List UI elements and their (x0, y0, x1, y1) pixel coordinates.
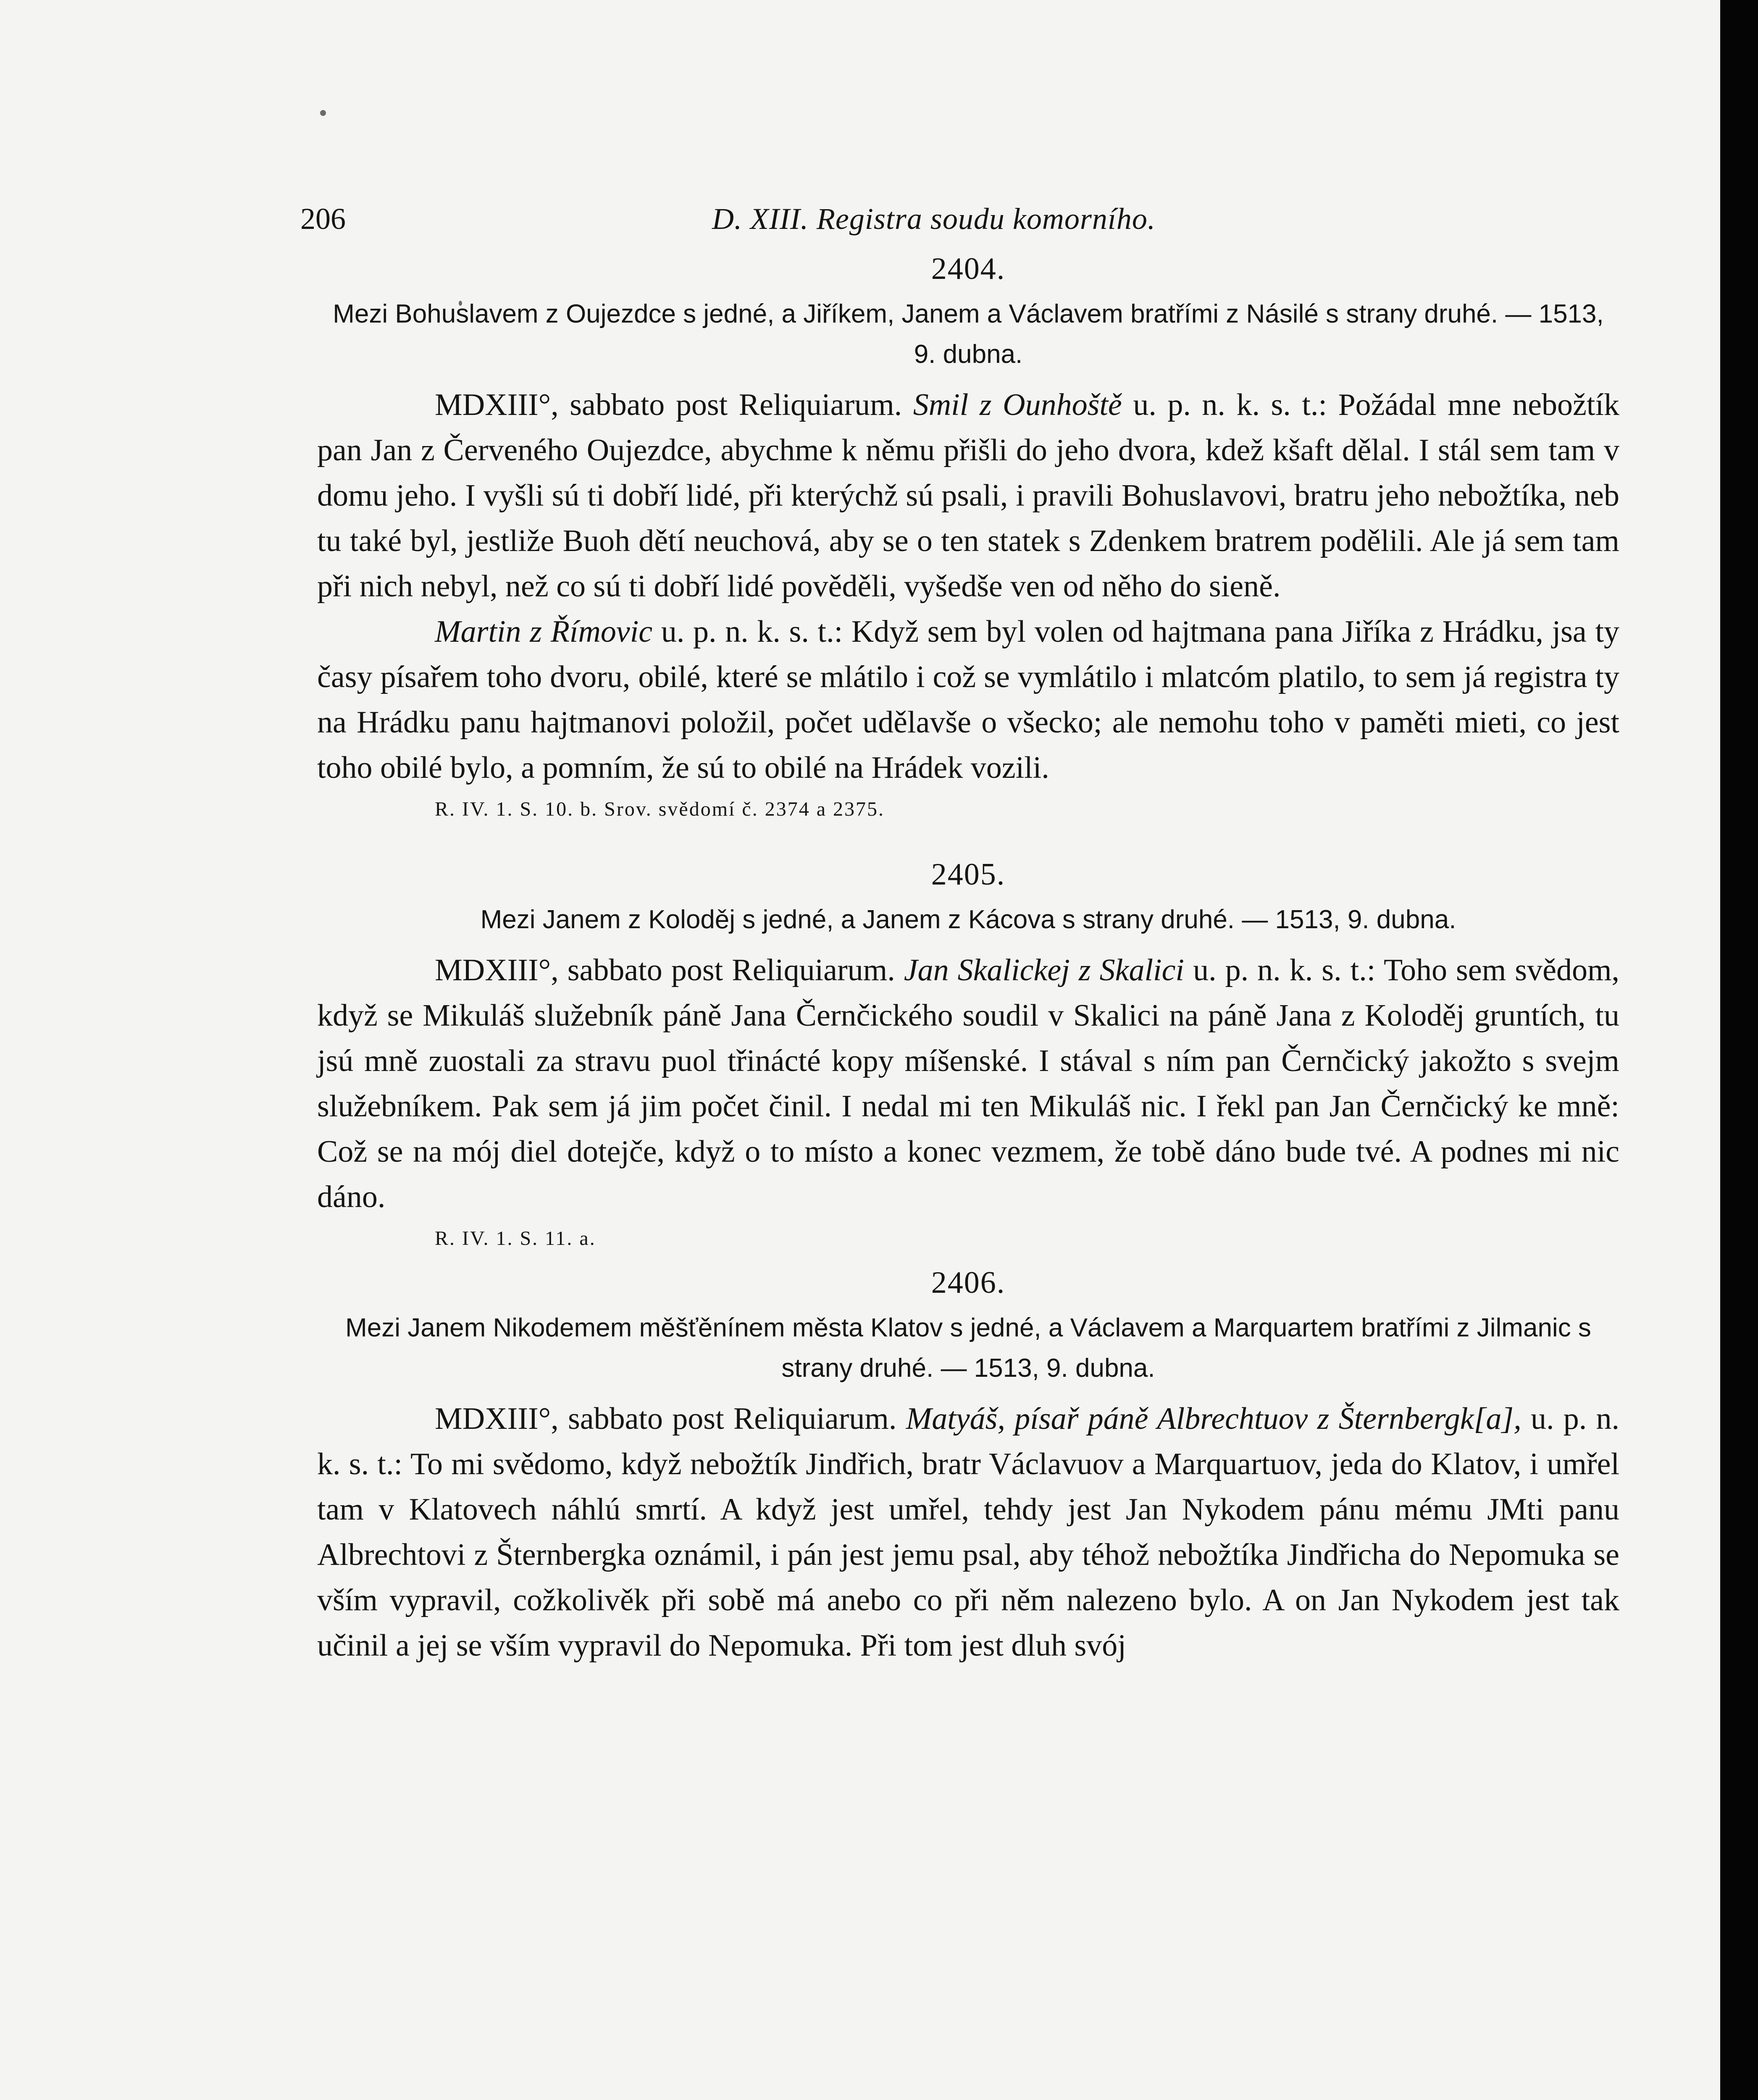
entry-number: 2406. (931, 1265, 1006, 1300)
date-lead: MDXIII°, sabbato post Reliquiarum. (435, 388, 902, 422)
page-content (300, 202, 1620, 1668)
entry-2405 (317, 853, 1619, 1257)
testimony-text: u. p. n. k. s. t.: Když sem byl volen od hajtmana pana Jiříka z Hrádku, jsa ty časy písařem toho dvoru, obilé, které se mlátilo i což se vymlátilo i mlatcóm platilo, to sem já registra ty na Hrádku panu hajtmanovi položil, počet udělavše o všecko; ale nemohu toho v paměti mieti, co jest toho obilé bylo, a pomním, že sú to obilé na Hrádek vozili. (317, 614, 1620, 785)
entry-number: 2405. (931, 857, 1006, 892)
testimony-text: u. p. n. k. s. t.: Požádal mne nebožtík pan Jan z Červeného Oujezdce, abychme k němu přišli do jeho dvora, kdež kšaft dělal. I stál sem tam v domu jeho. I vyšli sú ti dobří lidé, při kterýchž sú psali, i pravili Bohuslavovi, bratru jeho nebožtíka, neb tu také byl, jestliže Buoh dětí neuchová, aby se o ten statek s Zdenkem bratrem podělili. Ale já sem tam při nich nebyl, než co sú ti dobří lidé pověděli, vyšedše ven od něho do sieně. (317, 388, 1620, 604)
testimony-text: u. p. n. k. s. t.: Toho sem svědom, když se Mikuláš služebník páně Jana Černčického soudil v Skalici na páně Jana z Koloděj gruntích, tu jsú mně zuostali za stravu puol třinácté kopy míšenské. I stával s ním pan Černčický jakožto s svejm služebníkem. Pak sem já jim počet činil. I nedal mi ten Mikuláš nic. I řekl pan Jan Černčický ke mně: Což se na mój diel dotejče, když o to místo a konec vezmem, že tobě dáno bude tvé. A podnes mi nic dáno. (317, 953, 1620, 1214)
source-reference: R. IV. 1. S. 10. b. Srov. svědomí č. 2374 a 2375. (435, 798, 885, 820)
entry-heading: Mezi Janem z Koloděj s jedné, a Janem z Kácova s strany druhé. — 1513, 9. dubna. (480, 905, 1456, 934)
testimony-text: u. p. n. k. s. t.: To mi svědomo, když nebožtík Jindřich, bratr Václavuov a Marquartuov, jeda do Klatov, i umřel tam v Klatovech náhlú smrtí. A když jest umřel, tehdy jest Jan Nykodem pánu mému JMti panu Albrechtovi z Šternbergka oznámil, i pán jest jemu psal, aby téhož nebožtíka Jindřicha do Nepomuka se vším vypravil, cožkolivěk při sobě má anebo co při něm nalezeno bylo. A on Jan Nykodem jest tak učinil a jej se vším vypravil do Nepomuka. Při tom jest dluh svój (317, 1402, 1620, 1663)
page-header (300, 202, 1619, 248)
entry-2404 (317, 248, 1619, 828)
date-lead: MDXIII°, sabbato post Reliquiarum. (435, 1402, 897, 1436)
entry-paragraph (317, 609, 1619, 790)
entry-paragraph (317, 382, 1619, 609)
source-reference: R. IV. 1. S. 11. a. (435, 1227, 596, 1250)
entry-paragraph (317, 948, 1619, 1220)
running-title: D. XIII. Registra soudu komorního. (712, 202, 1156, 236)
witness-name: Martin z Římovic (435, 614, 653, 649)
entry-heading: Mezi Janem Nikodemem měšťěnínem města Klatov s jedné, a Václavem a Marquartem bratřími z Jilmanic s strany druhé. — 1513, 9. dubna. (345, 1313, 1591, 1383)
witness-name: Jan Skalickej z Skalici (904, 953, 1184, 987)
witness-name: Smil z Ounhoště (913, 388, 1122, 422)
ink-speck (320, 110, 326, 116)
date-lead: MDXIII°, sabbato post Reliquiarum. (435, 953, 895, 987)
witness-name: Matyáš, písař páně Albrechtuov z Šternbergk[a], (906, 1402, 1521, 1436)
entry-2406 (317, 1262, 1619, 1668)
entry-number: 2404. (931, 252, 1006, 286)
entry-heading: Mezi Bohuslavem z Oujezdce s jedné, a Jiříkem, Janem a Václavem bratřími z Násilé s strany druhé. — 1513, 9. dubna. (333, 299, 1604, 369)
scan-border (1720, 0, 1758, 2100)
page-number: 206 (300, 202, 346, 236)
entry-paragraph (317, 1396, 1619, 1668)
